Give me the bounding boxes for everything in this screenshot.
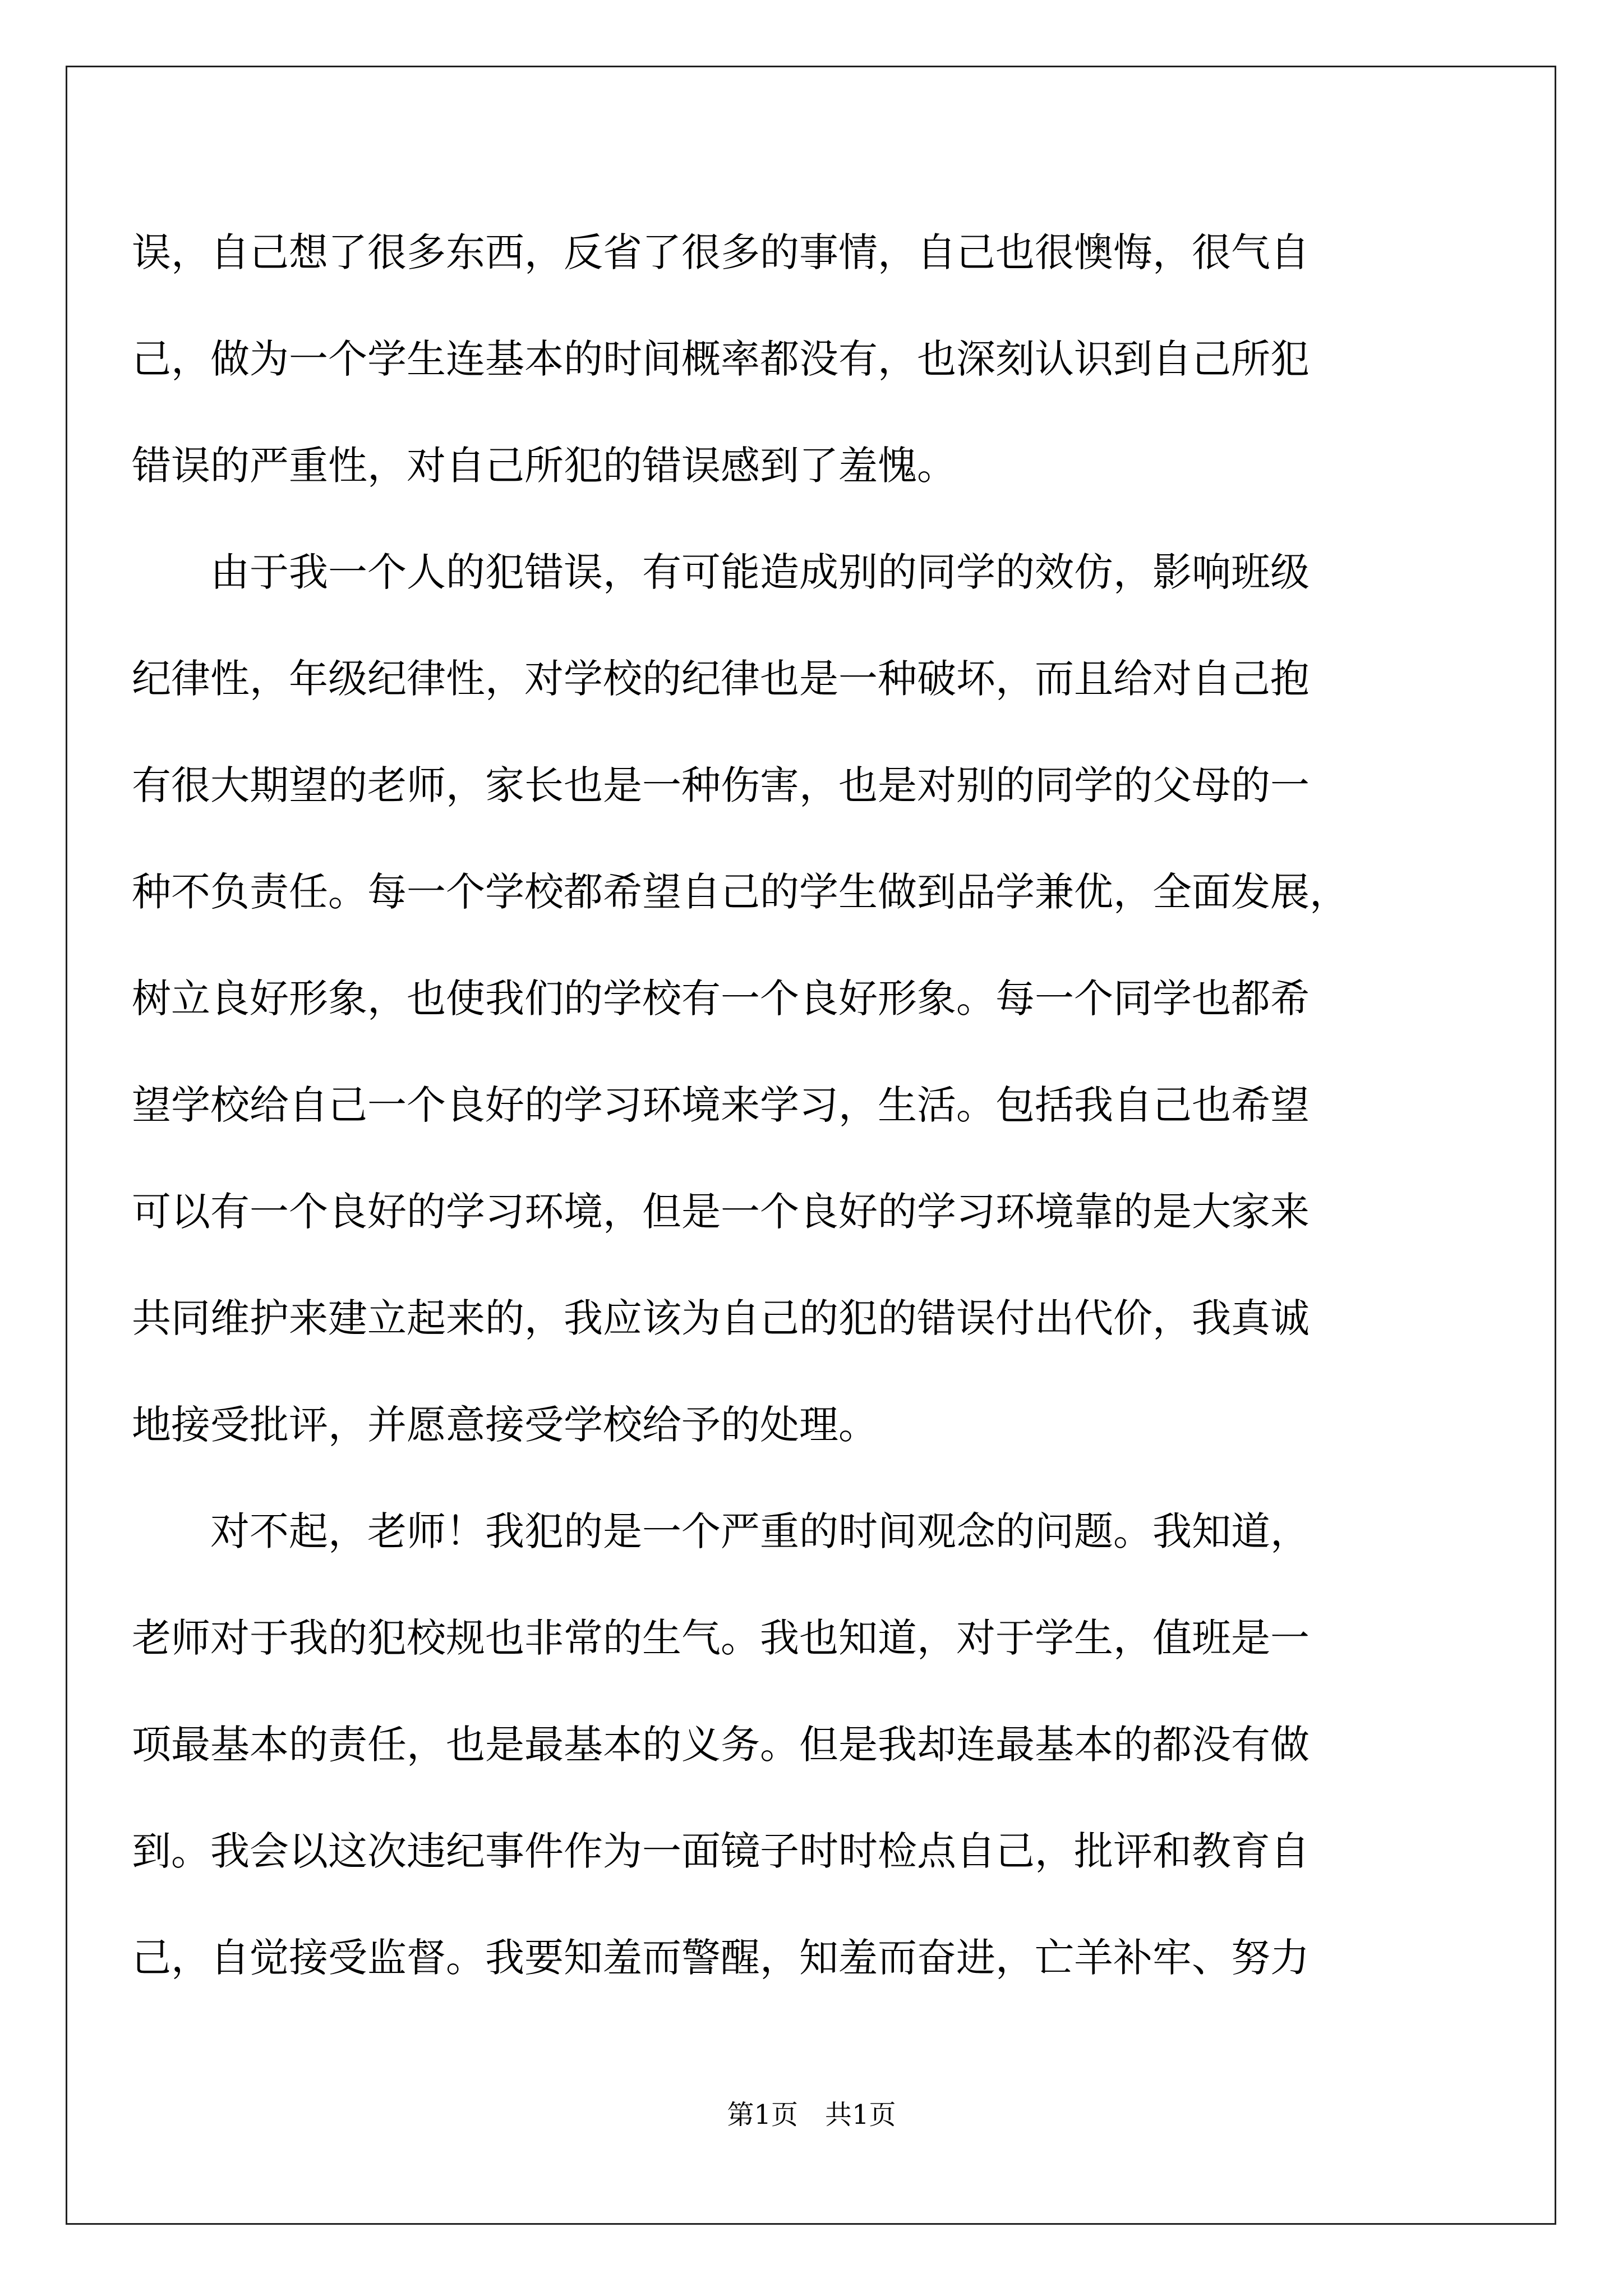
text-line: 错误的严重性，对自己所犯的错误感到了羞愧。	[132, 443, 956, 489]
text-line: 有很大期望的老师，家长也是一种伤害，也是对别的同学的父母的一	[132, 762, 1310, 808]
text-line: 树立良好形象，也使我们的学校有一个良好形象。每一个同学也都希	[132, 976, 1310, 1022]
text-line: 共同维护来建立起来的，我应该为自己的犯的错误付出代价，我真诚	[132, 1295, 1310, 1341]
text-line: 到。我会以这次违纪事件作为一面镜子时时检点自己，批评和教育自	[132, 1828, 1310, 1874]
text-line: 可以有一个良好的学习环境，但是一个良好的学习环境靠的是大家来	[132, 1189, 1310, 1235]
text-line: 地接受批评，并愿意接受学校给予的处理。	[132, 1402, 878, 1448]
page-footer	[0, 2098, 1623, 2132]
text-line: 己，自觉接受监督。我要知羞而警醒，知羞而奋进，亡羊补牢、努力	[132, 1935, 1310, 1981]
text-line: 由于我一个人的犯错误，有可能造成别的同学的效仿，影响班级	[132, 549, 1310, 595]
text-line: 种不负责任。每一个学校都希望自己的学生做到品学兼优，全面发展，	[132, 869, 1349, 915]
text-line: 对不起，老师！我犯的是一个严重的时间观念的问题。我知道，	[132, 1508, 1310, 1554]
text-line: 己，做为一个学生连基本的时间概率都没有，也深刻认识到自己所犯	[132, 336, 1310, 382]
text-line: 误，自己想了很多东西，反省了很多的事情，自己也很懊悔，很气自	[132, 229, 1310, 275]
text-line: 望学校给自己一个良好的学习环境来学习，生活。包括我自己也希望	[132, 1082, 1310, 1128]
text-line: 老师对于我的犯校规也非常的生气。我也知道，对于学生，值班是一	[132, 1615, 1310, 1661]
page-number-label: 第1页 共1页	[727, 2099, 896, 2131]
text-line: 项最基本的责任，也是最基本的义务。但是我却连最基本的都没有做	[132, 1722, 1310, 1768]
text-line: 纪律性，年级纪律性，对学校的纪律也是一种破坏，而且给对自己抱	[132, 656, 1310, 702]
